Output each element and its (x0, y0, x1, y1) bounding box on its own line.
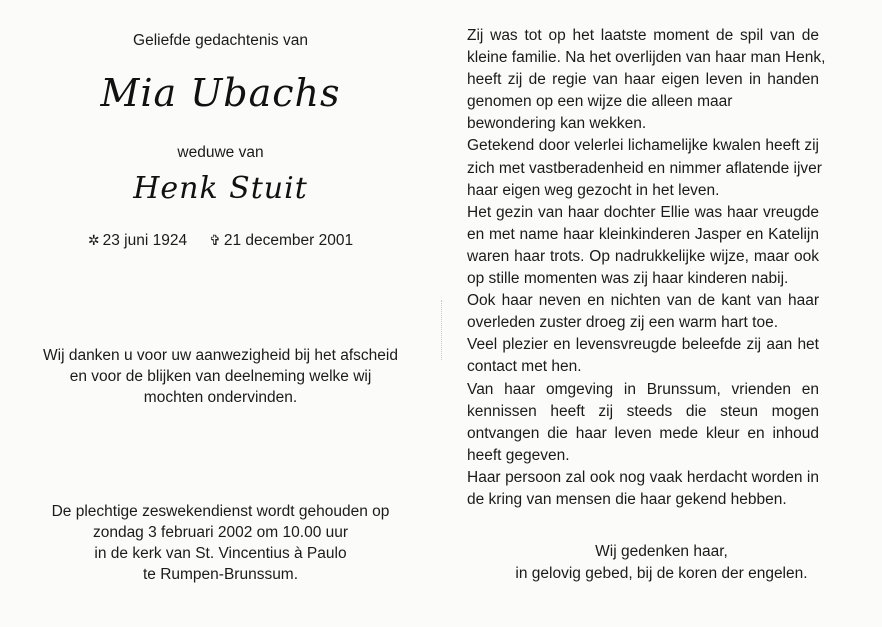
death-date: 21 december 2001 (223, 232, 354, 249)
tribute-line: Veel plezier en levensvreugde beleefde zij aan het (467, 336, 819, 354)
tribute-line: Ook haar neven en nichten van de kant van haar (467, 292, 819, 310)
tribute-line: genomen op een wijze die alleen maar (467, 93, 733, 111)
thanks-line: en voor de blijken van deelneming welke wij (69, 368, 372, 385)
tribute-line: bewondering kan wekken. (467, 115, 647, 133)
thanks-line: Wij danken u voor uw aanwezigheid bij het afscheid (43, 347, 398, 364)
tribute-line: Getekend door velerlei lichamelijke kwalen heeft zij (467, 137, 819, 155)
deceased-name: Mia Ubachs (100, 71, 341, 115)
thanks-message (0, 345, 441, 408)
service-line: zondag 3 februari 2002 om 10.00 uur (92, 524, 349, 541)
tribute-line: contact met hen. (467, 358, 582, 376)
tribute-line: kennissen heeft zij steeds die steun mogen (467, 402, 819, 420)
closing-line: Wij gedenken haar, (595, 543, 728, 560)
tribute-line: Zij was tot op het laatste moment de spil van de (467, 27, 819, 44)
tribute-line: en met name haar kleinkinderen Jasper en Katelijn (467, 225, 819, 243)
service-announcement (0, 501, 441, 585)
thanks-line: mochten ondervinden. (143, 389, 298, 406)
tribute-line: waren haar trots. Op nadrukkelijke wijze, maar ook (467, 247, 819, 265)
tribute-line: zich met vastberadenheid en nimmer aflatende ijver (467, 159, 822, 177)
service-line: te Rumpen-Brunssum. (142, 566, 299, 583)
star-icon: ✲ (87, 233, 100, 249)
tribute-line: op stille momenten was zij haar kinderen nabij. (467, 270, 789, 288)
tribute-text (467, 25, 826, 511)
service-line: in de kerk van St. Vincentius à Paulo (94, 545, 347, 562)
tribute-line: Van haar omgeving in Brunssum, vrienden en (467, 380, 819, 398)
closing-line: in gelovig gebed, bij de koren der engelen. (515, 565, 808, 582)
tribute-line: kleine familie. Na het overlijden van haar man Henk, (467, 49, 826, 67)
closing-prayer (441, 541, 882, 585)
relation-text: weduwe van (177, 144, 264, 161)
tribute-line: heeft zij de regie van haar eigen leven in handen (467, 71, 819, 89)
tribute-line: heeft gegeven. (467, 446, 570, 464)
spouse-name: Henk Stuit (133, 171, 308, 206)
fold-line (441, 300, 443, 360)
tribute-line: ontvangen die haar leven mede kleur en inhoud (467, 424, 819, 442)
tribute-line: overleden zuster droeg zij een warm hart toe. (467, 314, 779, 332)
tribute-line: Het gezin van haar dochter Ellie was haar vreugde (467, 203, 819, 221)
birth-date: 23 juni 1924 (102, 232, 188, 249)
tribute-line: Haar persoon zal ook nog vaak herdacht worden in (467, 468, 819, 486)
service-line: De plechtige zeswekendienst wordt gehouden op (51, 503, 390, 520)
intro-text: Geliefde gedachtenis van (133, 32, 308, 49)
cross-icon: ✞ (209, 233, 221, 249)
tribute-line: haar eigen weg gezocht in het leven. (467, 181, 720, 199)
life-dates (0, 231, 441, 251)
tribute-line: de kring van mensen die haar gekend hebben. (467, 490, 787, 508)
